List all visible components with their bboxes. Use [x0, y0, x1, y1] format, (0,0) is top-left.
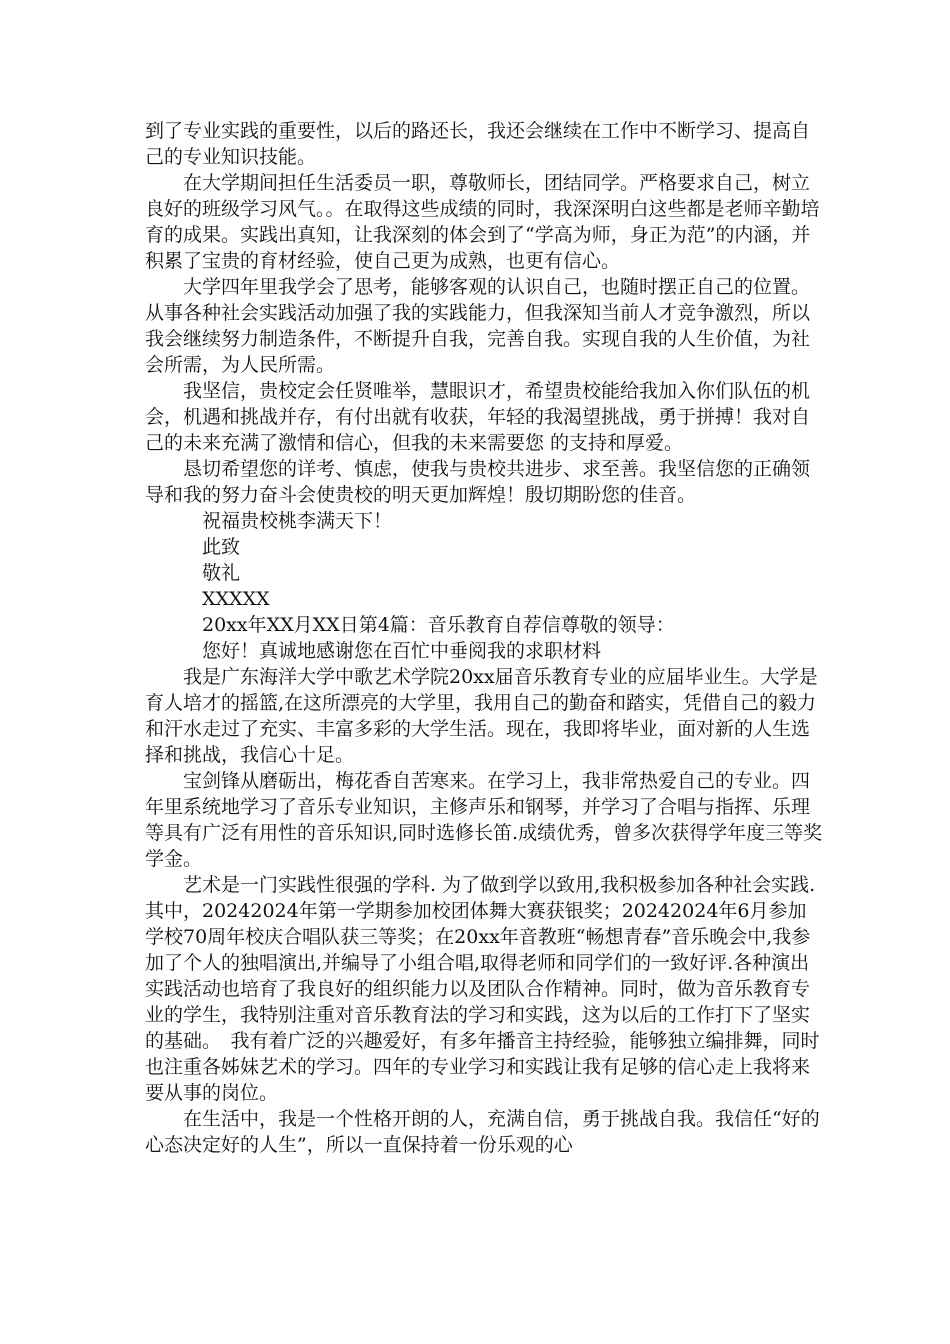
- paragraph-life: 在生活中，我是一个性格开朗的人，充满自信，勇于挑战自我。我信任“好的心态决定好的人生”，所以一直保持着一份乐观的心: [145, 1108, 820, 1156]
- date-and-next-title: 20xx年XX月XX日第4篇：音乐教育自荐信尊敬的领导：: [202, 614, 675, 636]
- closing-wish: 祝福贵校桃李满天下！: [202, 510, 393, 532]
- closing-cizhi: 此致: [202, 536, 241, 558]
- paragraph-self-reflection: 大学四年里我学会了思考，能够客观的认识自己，也随时摆正自己的位置。从事各种社会实践活动加强了我的实践能力，但我深知当前人才竞争激烈，所以我会继续努力制造条件，不断提升自我，完善自我。实现自我的人生价值，为社会所需，为人民所需。: [145, 276, 811, 376]
- letter-body: [145, 118, 825, 1158]
- paragraph-request: 恳切希望您的详考、慎虑，使我与贵校共进步、求至善。我坚信您的正确领导和我的努力奋斗会使贵校的明天更加辉煌！殷切期盼您的佳音。: [145, 458, 811, 506]
- greeting-line: 您好！真诚地感谢您在百忙中垂阅我的求职材料: [202, 640, 602, 662]
- paragraph-belief: 我坚信，贵校定会任贤唯举，慧眼识才，希望贵校能给我加入你们队伍的机会，机遇和挑战并存，有付出就有收获，年轻的我渴望挑战，勇于拼搏！我对自己的未来充满了激情和信心，但我的未来需要您 的支持和厚爱。: [145, 380, 811, 454]
- paragraph-class-role: 在大学期间担任生活委员一职，尊敬师长，团结同学。严格要求自己，树立良好的班级学习风气。。在取得这些成绩的同时，我深深明白这些都是老师辛勤培育的成果。实践出真知，让我深刻的体会到了“学高为师，身正为范”的内涵，并积累了宝贵的育材经验，使自己更为成熟，也更有信心。: [145, 172, 820, 272]
- paragraph-introduction: 我是广东海洋大学中歌艺术学院20xx届音乐教育专业的应届毕业生。大学是育人培才的摇篮,在这所漂亮的大学里，我用自己的勤奋和踏实，凭借自己的毅力和汗水走过了充实、丰富多彩的大学生活。现在，我即将毕业，面对新的人生选择和挑战，我信心十足。: [145, 666, 818, 766]
- paragraph-practice: 艺术是一门实践性很强的学科. 为了做到学以致用,我积极参加各种社会实践.其中，20242024年第一学期参加校团体舞大赛获银奖；20242024年6月参加学校70周年校庆合唱队获三等奖；在20xx年音教班“畅想青春”音乐晚会中,我参加了个人的独唱演出,并编导了小组合唱,取得老师和同学们的一致好评.各种演出实践活动也培育了我良好的组织能力以及团队合作精神。同时，做为音乐教育专业的学生，我特别注重对音乐教育法的学习和实践，这为以后的工作打下了坚实的基础。 我有着广泛的兴趣爱好，有多年播音主持经验，能够独立编排舞，同时也注重各姊妹艺术的学习。四年的专业学习和实践让我有足够的信心走上我将来要从事的岗位。: [145, 874, 820, 1104]
- closing-jingli: 敬礼: [202, 562, 241, 584]
- signature-name: XXXXX: [202, 588, 270, 610]
- paragraph-continuation: 到了专业实践的重要性，以后的路还长，我还会继续在工作中不断学习、提高自己的专业知识技能。: [145, 120, 811, 168]
- paragraph-study: 宝剑锋从磨砺出，梅花香自苦寒来。在学习上，我非常热爱自己的专业。四年里系统地学习了音乐专业知识，主修声乐和钢琴，并学习了合唱与指挥、乐理等具有广泛有用性的音乐知识,同时选修长笛.成绩优秀，曾多次获得学年度三等奖学金。: [145, 770, 823, 870]
